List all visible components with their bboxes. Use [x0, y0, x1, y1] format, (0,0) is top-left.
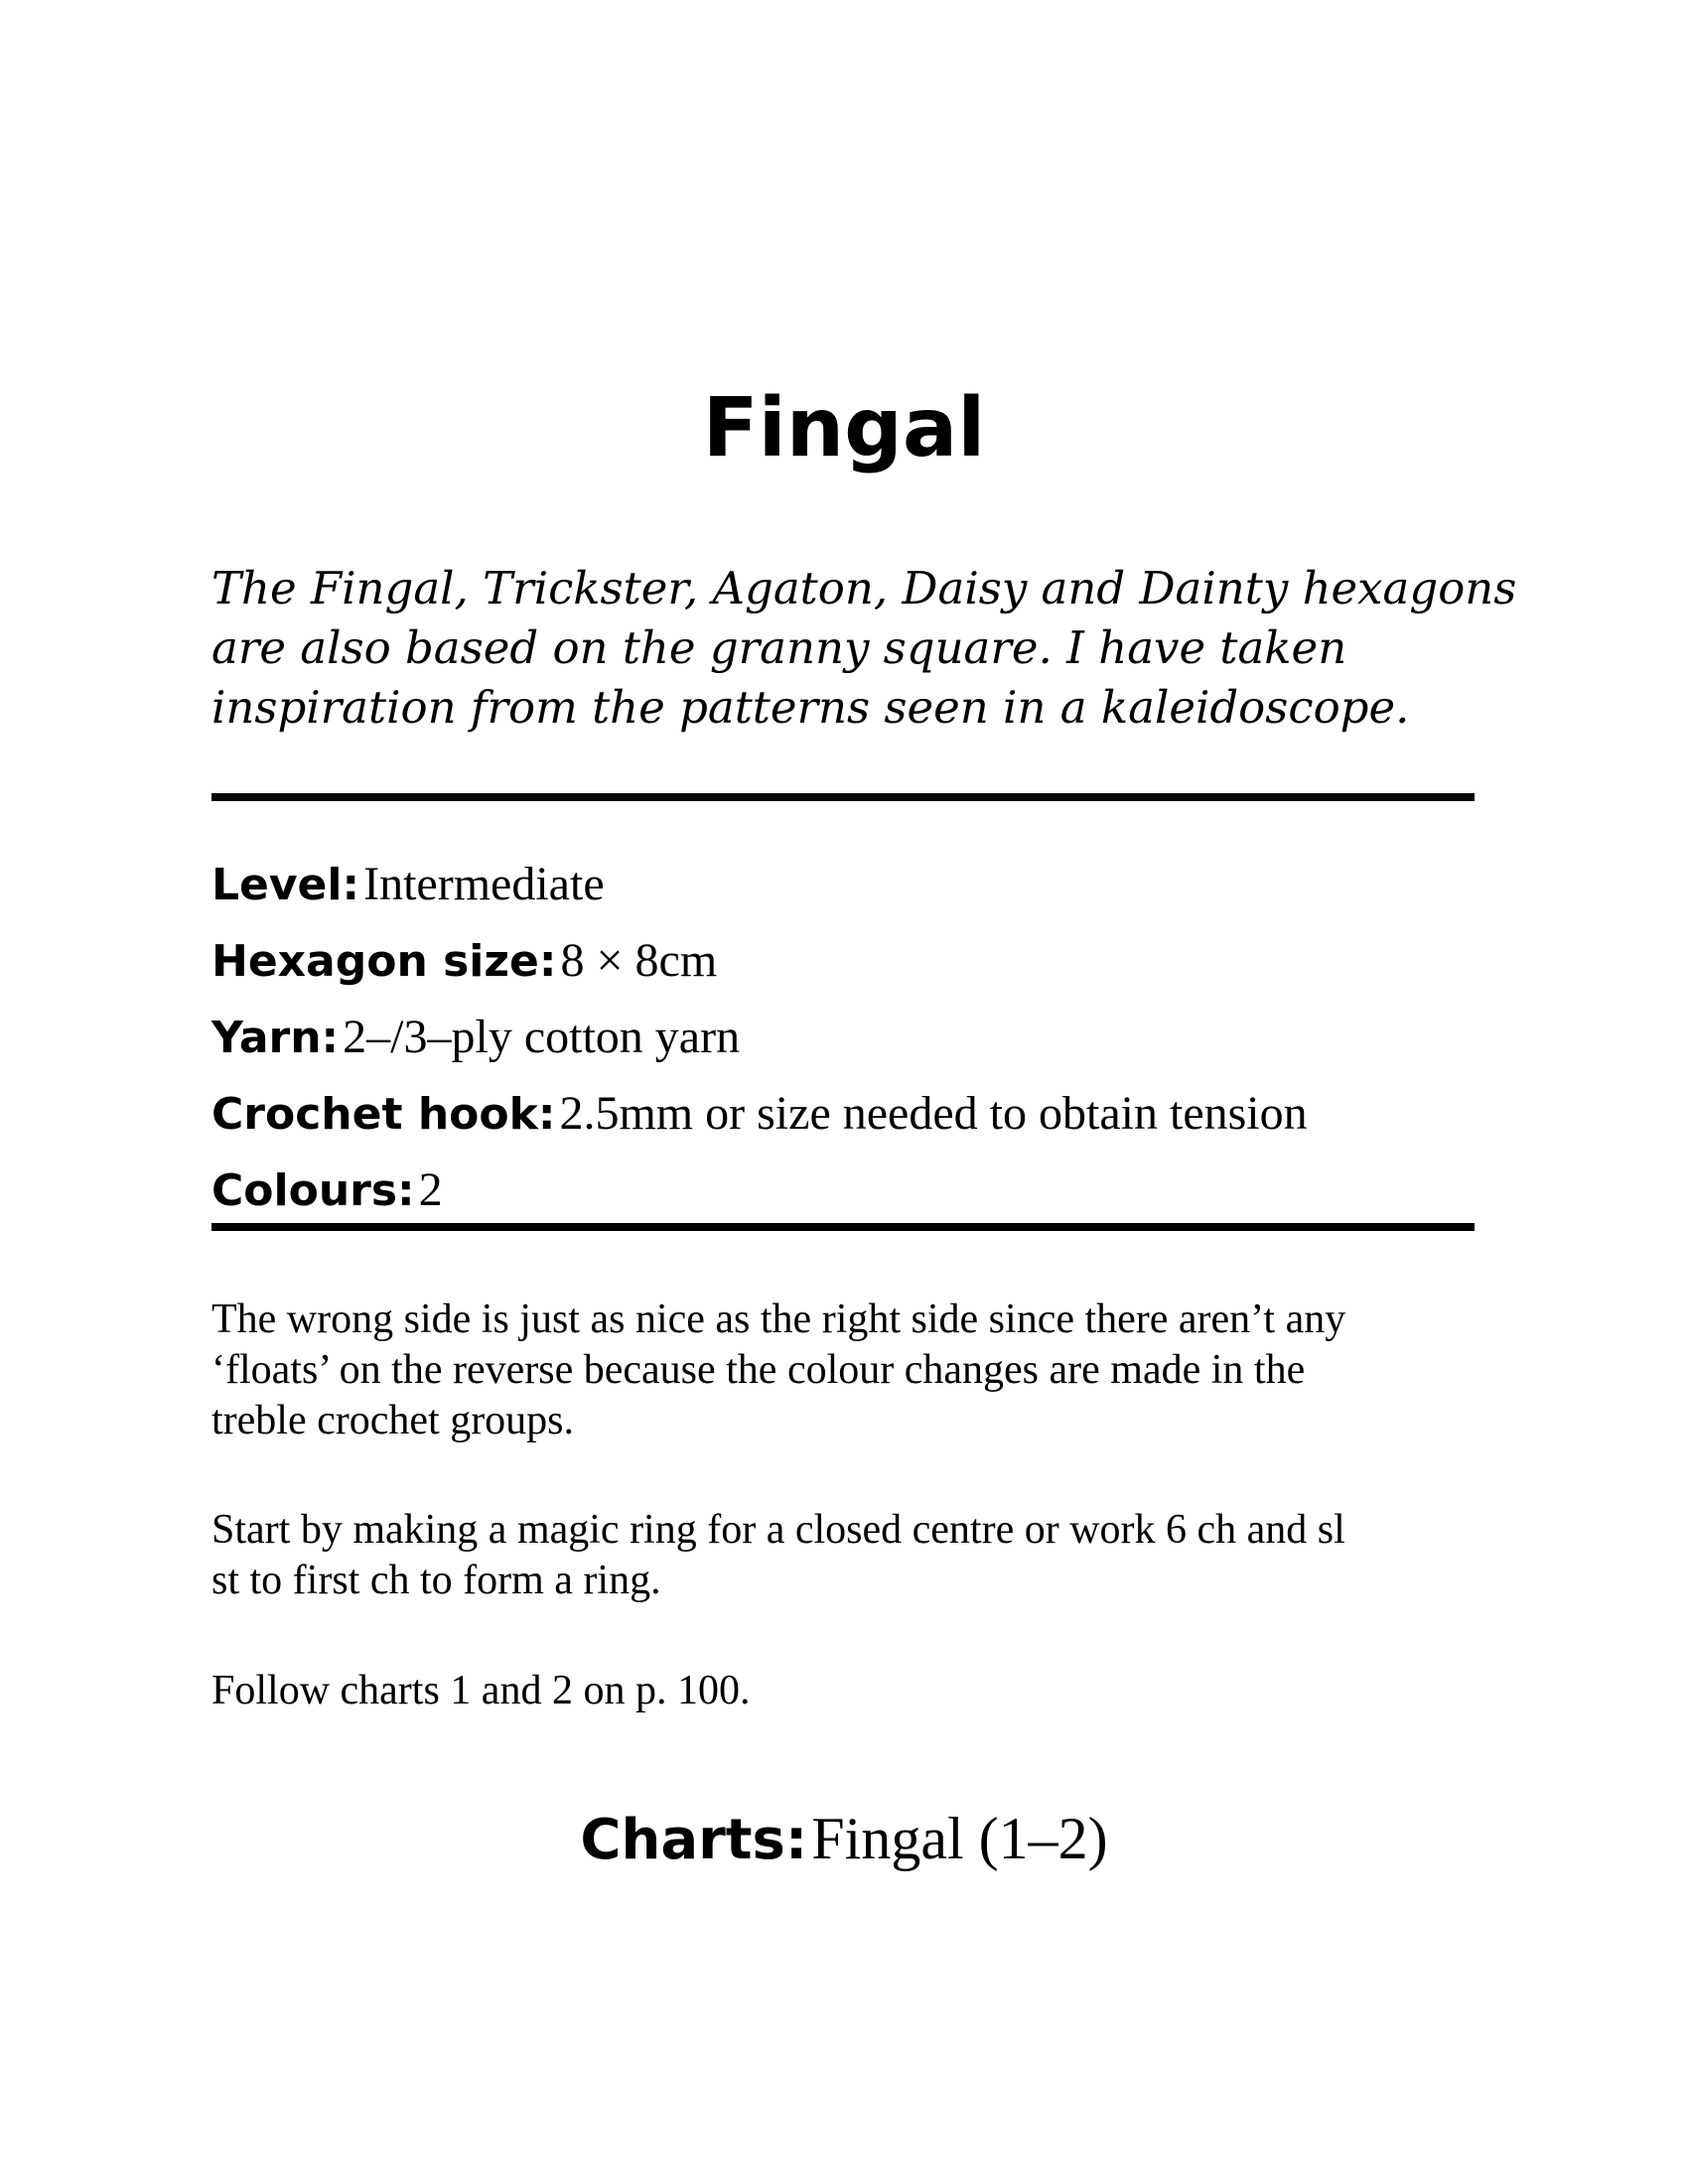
specs-list: [211, 846, 1502, 1228]
bottom-divider: [211, 1223, 1475, 1231]
top-divider: [211, 793, 1475, 801]
spec-label: Crochet hook:: [211, 1089, 556, 1140]
spec-label: Hexagon size:: [211, 936, 557, 987]
spec-value: 2: [418, 1163, 443, 1216]
spec-colours: [211, 1152, 1502, 1228]
follow-charts-paragraph: [211, 1666, 1502, 1716]
intro-line: are also based on the granny square. I have taken: [211, 621, 1347, 674]
start-instructions-paragraph: [211, 1505, 1502, 1606]
spec-value: 8 × 8cm: [560, 934, 718, 987]
paragraph-line: Start by making a magic ring for a closed centre or work 6 ch and sl: [211, 1507, 1345, 1553]
charts-heading: [0, 1799, 1688, 1894]
spec-value: 2.5mm or size needed to obtain tension: [559, 1087, 1308, 1140]
spec-level: [211, 846, 1502, 922]
intro-line: The Fingal, Trickster, Agaton, Daisy and Dainty hexagons: [211, 562, 1517, 614]
spec-label: Yarn:: [211, 1013, 340, 1063]
spec-yarn: [211, 999, 1502, 1075]
paragraph-line: The wrong side is just as nice as the right side since there aren’t any: [211, 1297, 1346, 1342]
page-title: Fingal: [702, 381, 986, 476]
paragraph-line: ‘floats’ on the reverse because the colour changes are made in the: [211, 1347, 1306, 1393]
wrong-side-paragraph: [211, 1295, 1502, 1446]
spec-value: 2–/3–ply cotton yarn: [343, 1011, 741, 1063]
spec-value: Intermediate: [363, 858, 605, 910]
spec-crochet-hook: [211, 1075, 1502, 1152]
paragraph-line: Follow charts 1 and 2 on p. 100.: [211, 1668, 751, 1713]
charts-label: Charts:: [580, 1808, 808, 1872]
spec-label: Colours:: [211, 1165, 415, 1216]
charts-value: Fingal (1–2): [811, 1806, 1108, 1871]
intro-line: inspiration from the patterns seen in a kaleidoscope.: [211, 681, 1410, 734]
paragraph-line: treble crochet groups.: [211, 1398, 575, 1443]
intro-paragraph: [211, 559, 1517, 738]
spec-hexagon-size: [211, 922, 1502, 999]
spec-label: Level:: [211, 860, 360, 910]
paragraph-line: st to first ch to form a ring.: [211, 1558, 661, 1603]
